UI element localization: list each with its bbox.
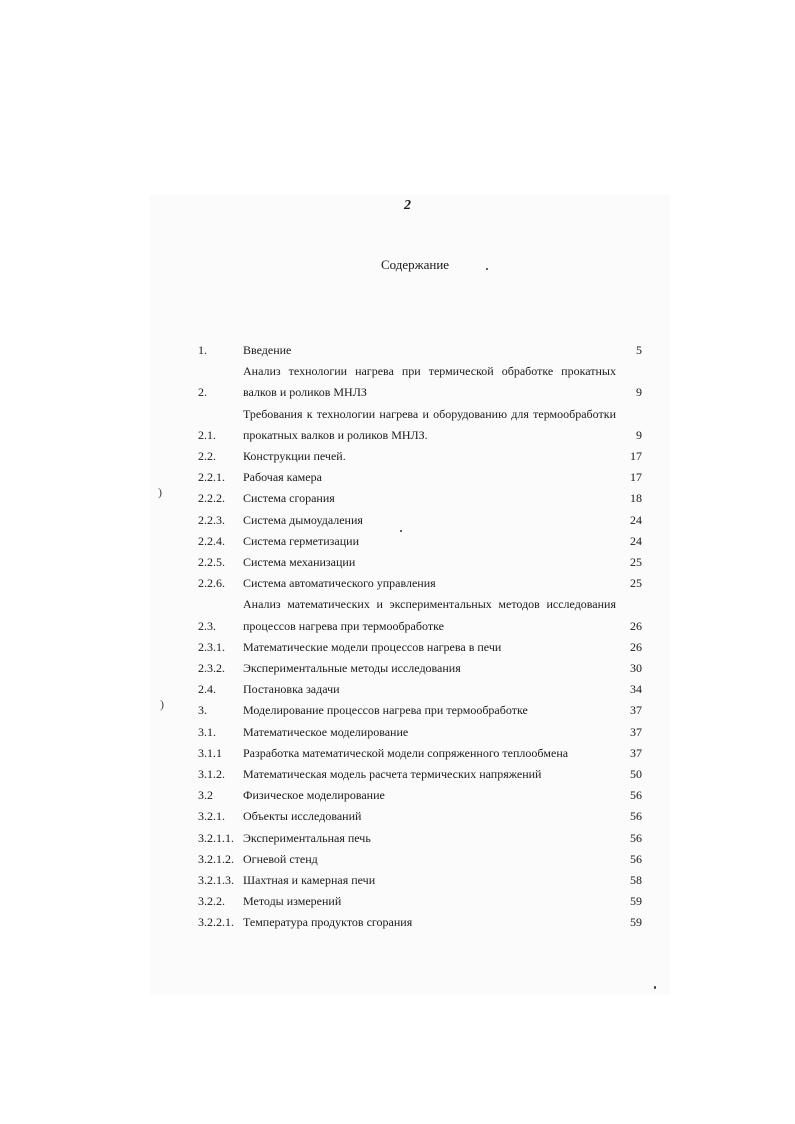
toc-entry-page: 37 — [630, 745, 642, 760]
toc-entry-page: 17 — [630, 449, 642, 464]
toc-entry-number: 2.1. — [198, 427, 216, 442]
toc-entry-title: Математическое моделирование — [243, 724, 409, 739]
toc-entry-page: 56 — [630, 809, 642, 824]
toc-entry-title: Огневой стенд — [243, 851, 318, 866]
toc-entry-title: Система сгорания — [243, 491, 335, 506]
toc-entry-title: Система герметизации — [243, 533, 359, 548]
toc-entry-number: 3.2.1.2. — [198, 851, 234, 866]
toc-entry-title: Экспериментальная печь — [243, 830, 371, 845]
toc-entry-page: 56 — [630, 830, 642, 845]
toc-entry — [198, 361, 642, 403]
toc-entry — [198, 594, 642, 636]
toc-entry-page: 17 — [630, 470, 642, 485]
toc-entry-number: 2.2. — [198, 449, 216, 464]
toc-entry-title: Температура продуктов сгорания — [243, 915, 413, 930]
toc-entry-title: Экспериментальные методы исследования — [243, 661, 461, 676]
toc-entry-page: 56 — [630, 788, 642, 803]
toc-entry — [198, 488, 642, 509]
toc-entry-title: Анализ математических и экспериментальных методов исследования процессов нагрева при термообработке — [243, 597, 616, 633]
toc-entry-number: 2.2.2. — [198, 491, 225, 506]
toc-entry-title: Анализ технологии нагрева при термической обработке прокатных валков и роликов МНЛЗ — [243, 364, 616, 400]
table-of-contents — [198, 340, 642, 934]
toc-entry — [198, 340, 642, 361]
toc-entry — [198, 828, 642, 849]
toc-entry — [198, 679, 642, 700]
toc-entry — [198, 764, 642, 785]
toc-entry-number: 2.3. — [198, 618, 216, 633]
toc-entry-title: Объекты исследований — [243, 809, 362, 824]
toc-entry-title: Введение — [243, 343, 292, 357]
toc-entry-page: 26 — [630, 639, 642, 654]
toc-entry — [198, 891, 642, 912]
toc-entry-title: Постановка задачи — [243, 682, 340, 697]
toc-entry-title: Конструкции печей. — [243, 449, 346, 464]
toc-entry-page: 24 — [630, 512, 642, 527]
toc-entry — [198, 467, 642, 488]
toc-entry — [198, 806, 642, 827]
toc-entry-title: Рабочая камера — [243, 470, 322, 485]
toc-entry-number: 3.1.1 — [198, 745, 222, 760]
toc-entry-number: 3.2.2.1. — [198, 915, 234, 930]
toc-entry-page: 24 — [630, 533, 642, 548]
toc-entry — [198, 637, 642, 658]
toc-entry — [198, 743, 642, 764]
toc-entry — [198, 552, 642, 573]
toc-entry-title: Физическое моделирование — [243, 788, 385, 803]
toc-entry — [198, 912, 642, 933]
toc-entry-title: Математическая модель расчета термических напряжений — [243, 767, 542, 782]
toc-entry-number: 1. — [198, 343, 207, 357]
scan-speck — [400, 530, 402, 532]
toc-entry-number: 3.1. — [198, 724, 216, 739]
toc-entry-page: 37 — [630, 724, 642, 739]
toc-entry-number: 2.4. — [198, 682, 216, 697]
toc-entry-number: 2.2.1. — [198, 470, 225, 485]
toc-entry — [198, 510, 642, 531]
toc-entry-title: Система автоматического управления — [243, 576, 436, 591]
page-title: Содержание — [380, 257, 450, 272]
toc-entry-number: 3.2.1. — [198, 809, 225, 824]
toc-entry-number: 2.2.4. — [198, 533, 225, 548]
toc-entry-page: 58 — [630, 873, 642, 888]
toc-entry-page: 50 — [630, 767, 642, 782]
toc-entry-title: Система дымоудаления — [243, 512, 363, 527]
toc-entry-number: 2.3.2. — [198, 661, 225, 676]
toc-entry — [198, 785, 642, 806]
toc-entry-page: 9 — [636, 385, 642, 400]
toc-entry-number: 2.2.5. — [198, 555, 225, 570]
toc-entry-number: 3.2 — [198, 788, 213, 803]
toc-entry-number: 3. — [198, 703, 207, 718]
toc-entry-number: 2.2.3. — [198, 512, 225, 527]
scan-speck — [486, 268, 488, 270]
toc-entry-title: Математические модели процессов нагрева в печи — [243, 639, 502, 654]
toc-entry-title: Разработка математической модели сопряженного теплообмена — [243, 745, 569, 760]
toc-entry-title: Методы измерений — [243, 894, 342, 909]
toc-entry-number: 2.2.6. — [198, 576, 225, 591]
toc-entry-page: 34 — [630, 682, 642, 697]
toc-entry-page: 59 — [630, 894, 642, 909]
toc-entry-page: 59 — [630, 915, 642, 930]
toc-entry-number: 2.3.1. — [198, 639, 225, 654]
toc-entry — [198, 700, 642, 721]
toc-entry — [198, 404, 642, 446]
toc-entry — [198, 849, 642, 870]
toc-entry-page: 18 — [630, 491, 642, 506]
toc-entry — [198, 658, 642, 679]
toc-entry-page: 56 — [630, 851, 642, 866]
toc-entry-number: 3.2.2. — [198, 894, 225, 909]
toc-entry-title: Шахтная и камерная печи — [243, 873, 376, 888]
toc-entry-page: 26 — [630, 618, 642, 633]
toc-entry — [198, 722, 642, 743]
toc-entry-title: Требования к технологии нагрева и оборудованию для термообработки прокатных валков и роликов МНЛЗ. — [243, 406, 616, 442]
page-number: 2 — [404, 198, 411, 213]
scan-mark-icon: ) — [160, 697, 164, 711]
toc-entry-number: 3.1.2. — [198, 767, 225, 782]
toc-entry — [198, 573, 642, 594]
toc-entry-number: 3.2.1.3. — [198, 873, 234, 888]
toc-entry-page: 30 — [630, 661, 642, 676]
toc-entry-number: 2. — [198, 385, 207, 400]
toc-entry-page: 25 — [630, 576, 642, 591]
toc-entry-page: 37 — [630, 703, 642, 718]
toc-entry — [198, 446, 642, 467]
toc-entry — [198, 870, 642, 891]
toc-entry-number: 3.2.1.1. — [198, 830, 234, 845]
toc-entry-page: 5 — [636, 343, 642, 357]
toc-entry — [198, 531, 642, 552]
scan-speck — [654, 986, 656, 989]
toc-entry-page: 25 — [630, 555, 642, 570]
toc-entry-title: Моделирование процессов нагрева при термообработке — [243, 703, 528, 718]
scan-mark-icon: ) — [158, 485, 162, 499]
toc-entry-page: 9 — [636, 427, 642, 442]
toc-entry-title: Система механизации — [243, 555, 356, 570]
